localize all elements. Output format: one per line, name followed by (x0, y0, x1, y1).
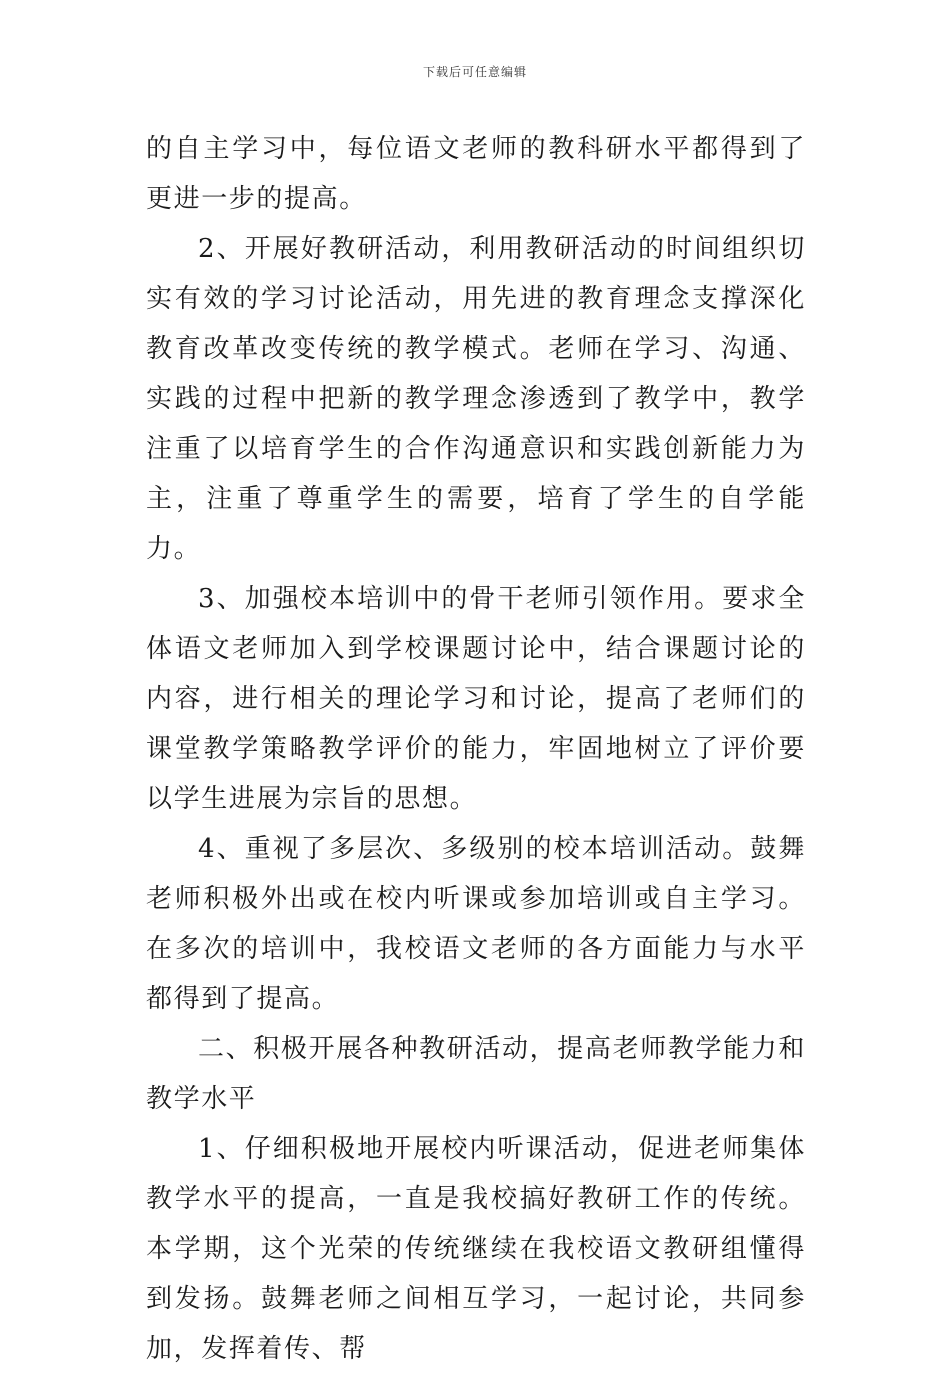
document-body (146, 124, 806, 1374)
page-header-note: 下载后可任意编辑 (422, 65, 527, 79)
paragraph-section2-item-1: 1、仔细积极地开展校内听课活动，促进老师集体教学水平的提高，一直是我校搞好教研工作的传统。本学期，这个光荣的传统继续在我校语文教研组懂得到发扬。鼓舞老师之间相互学习，一起讨论，共同参加，发挥着传、帮 (146, 1134, 806, 1364)
paragraph-item-2: 2、开展好教研活动，利用教研活动的时间组织切实有效的学习讨论活动，用先进的教育理念支撑深化教育改革改变传统的教学模式。老师在学习、沟通、实践的过程中把新的教学理念渗透到了教学中，教学注重了以培育学生的合作沟通意识和实践创新能力为主，注重了尊重学生的需要，培育了学生的自学能力。 (146, 234, 806, 564)
paragraph-continuation: 的自主学习中，每位语文老师的教科研水平都得到了更进一步的提高。 (146, 134, 806, 214)
paragraph-item-4: 4、重视了多层次、多级别的校本培训活动。鼓舞老师积极外出或在校内听课或参加培训或自主学习。在多次的培训中，我校语文老师的各方面能力与水平都得到了提高。 (146, 834, 806, 1014)
paragraph-item-3: 3、加强校本培训中的骨干老师引领作用。要求全体语文老师加入到学校课题讨论中，结合课题讨论的内容，进行相关的理论学习和讨论，提高了老师们的课堂教学策略教学评价的能力，牢固地树立了评价要以学生进展为宗旨的思想。 (146, 584, 806, 814)
section-heading-2: 二、积极开展各种教研活动，提高老师教学能力和教学水平 (146, 1034, 806, 1114)
